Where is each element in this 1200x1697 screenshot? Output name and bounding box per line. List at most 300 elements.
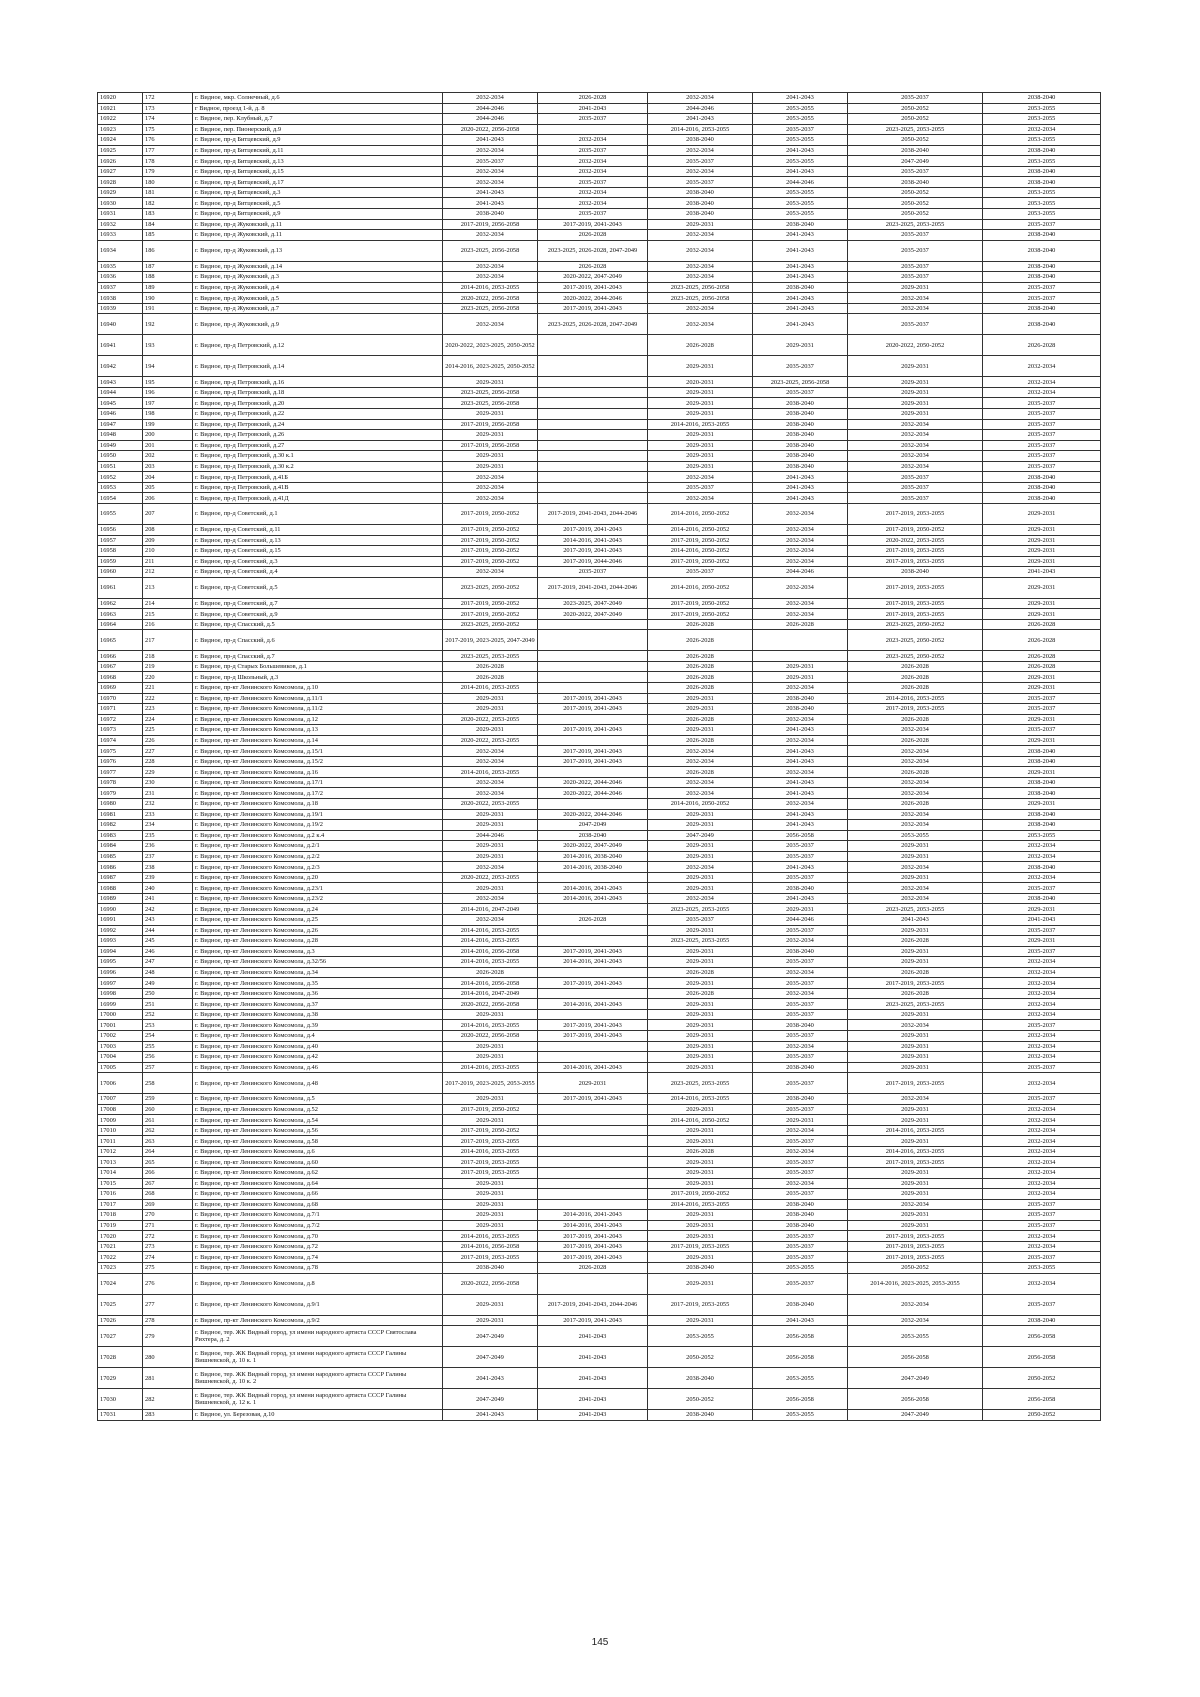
period-2-cell: 2014-2016, 2041-2043 [538,1210,648,1221]
period-6-cell: 2035-2037 [983,282,1101,293]
period-1-cell: 2032-2034 [443,893,538,904]
table-row [98,293,1101,304]
period-5-cell: 2035-2037 [848,166,983,177]
period-1-cell: 2014-2016, 2053-2055 [443,682,538,693]
period-5-cell: 2032-2034 [848,419,983,430]
address-cell: г. Видное, пр-д Жуковский, д.3 [193,272,443,283]
address-cell: г. Видное, пр-д Петровский, д.24 [193,419,443,430]
period-6-cell: 2032-2034 [983,377,1101,388]
period-5-cell: 2032-2034 [848,293,983,304]
table-row [98,630,1101,651]
period-2-cell: 2032-2034 [538,135,648,146]
address-cell: г. Видное, пр-д Петровский, д.41Д [193,493,443,504]
table-row [98,735,1101,746]
row-id-cell: 16923 [98,124,143,135]
row-number-cell: 228 [143,756,193,767]
row-id-cell: 16939 [98,303,143,314]
table-row [98,1157,1101,1168]
period-6-cell: 2032-2034 [983,1136,1101,1147]
address-cell: г. Видное, пр-кт Ленинского Комсомола, д.68 [193,1199,443,1210]
period-3-cell: 2038-2040 [648,1410,753,1421]
table-row [98,883,1101,894]
period-4-cell: 2041-2043 [753,482,848,493]
period-6-cell: 2035-2037 [983,883,1101,894]
address-cell: г. Видное, пр-д Жуковский, д.9 [193,314,443,335]
row-number-cell: 280 [143,1347,193,1368]
address-cell: г. Видное, пр-д Петровский, д.27 [193,440,443,451]
period-3-cell: 2014-2016, 2053-2055 [648,1199,753,1210]
period-2-cell [538,1146,648,1157]
period-5-cell: 2017-2019, 2053-2055 [848,598,983,609]
period-6-cell: 2053-2055 [983,103,1101,114]
period-5-cell: 2023-2025, 2053-2055 [848,124,983,135]
address-cell: г. Видное, пр-кт Ленинского Комсомола, д.12 [193,714,443,725]
period-3-cell: 2014-2016, 2050-2052 [648,546,753,557]
row-id-cell: 16969 [98,682,143,693]
period-4-cell: 2032-2034 [753,1041,848,1052]
period-6-cell: 2032-2034 [983,978,1101,989]
period-3-cell: 2026-2028 [648,735,753,746]
period-4-cell: 2041-2043 [753,93,848,104]
period-3-cell: 2029-2031 [648,851,753,862]
period-3-cell: 2023-2025, 2056-2058 [648,282,753,293]
table-row [98,314,1101,335]
period-4-cell: 2035-2037 [753,1073,848,1094]
row-id-cell: 16943 [98,377,143,388]
period-6-cell: 2035-2037 [983,1199,1101,1210]
row-id-cell: 16995 [98,957,143,968]
period-5-cell: 2038-2040 [848,145,983,156]
table-row [98,577,1101,598]
period-5-cell: 2026-2028 [848,798,983,809]
address-cell: г. Видное, пр-кт Ленинского Комсомола, д.46 [193,1062,443,1073]
period-5-cell: 2032-2034 [848,777,983,788]
period-3-cell: 2029-2031 [648,356,753,377]
table-row [98,1220,1101,1231]
period-6-cell: 2032-2034 [983,1178,1101,1189]
row-number-cell: 203 [143,461,193,472]
period-2-cell [538,1052,648,1063]
period-4-cell: 2032-2034 [753,503,848,524]
period-4-cell: 2053-2055 [753,156,848,167]
table-row [98,1315,1101,1326]
row-id-cell: 16930 [98,198,143,209]
period-3-cell: 2017-2019, 2053-2055 [648,1294,753,1315]
address-cell: г. Видное, пр-кт Ленинского Комсомола, д.19/1 [193,809,443,820]
row-number-cell: 260 [143,1104,193,1115]
period-6-cell: 2056-2058 [983,1347,1101,1368]
address-cell: г. Видное, пр-д Советский, д.3 [193,556,443,567]
table-row [98,693,1101,704]
table-row [98,124,1101,135]
period-6-cell: 2029-2031 [983,535,1101,546]
row-id-cell: 16970 [98,693,143,704]
period-6-cell: 2032-2034 [983,124,1101,135]
period-6-cell: 2038-2040 [983,777,1101,788]
period-4-cell: 2053-2055 [753,209,848,220]
row-id-cell: 16973 [98,725,143,736]
period-5-cell: 2020-2022, 2050-2052 [848,335,983,356]
period-3-cell: 2032-2034 [648,166,753,177]
period-1-cell: 2041-2043 [443,198,538,209]
period-3-cell: 2020-2031 [648,377,753,388]
period-5-cell: 2035-2037 [848,493,983,504]
period-1-cell: 2029-2031 [443,1189,538,1200]
period-1-cell: 2029-2031 [443,1178,538,1189]
period-3-cell: 2029-2031 [648,1178,753,1189]
period-3-cell: 2050-2052 [648,1389,753,1410]
row-id-cell: 16960 [98,567,143,578]
address-cell: г. Видное, пр-кт Ленинского Комсомола, д.48 [193,1073,443,1094]
address-cell: г. Видное, пр-д Спасский, д.6 [193,630,443,651]
period-3-cell: 2038-2040 [648,1368,753,1389]
row-id-cell: 17023 [98,1262,143,1273]
period-3-cell: 2029-2031 [648,999,753,1010]
period-3-cell: 2026-2028 [648,1146,753,1157]
table-row [98,409,1101,420]
period-2-cell [538,967,648,978]
period-4-cell: 2032-2034 [753,735,848,746]
row-number-cell: 245 [143,936,193,947]
period-5-cell: 2050-2052 [848,135,983,146]
period-1-cell: 2023-2025, 2050-2052 [443,619,538,630]
period-5-cell: 2053-2055 [848,1326,983,1347]
row-id-cell: 16998 [98,988,143,999]
period-2-cell: 2023-2025, 2026-2028, 2047-2049 [538,240,648,261]
row-number-cell: 224 [143,714,193,725]
period-6-cell: 2029-2031 [983,609,1101,620]
table-row [98,567,1101,578]
period-2-cell: 2017-2019, 2041-2043 [538,546,648,557]
period-5-cell: 2050-2052 [848,209,983,220]
row-id-cell: 17010 [98,1125,143,1136]
period-5-cell: 2056-2058 [848,1347,983,1368]
period-4-cell: 2041-2043 [753,893,848,904]
period-2-cell [538,377,648,388]
period-6-cell: 2035-2037 [983,293,1101,304]
period-2-cell: 2041-2043 [538,1326,648,1347]
period-3-cell: 2038-2040 [648,1262,753,1273]
period-4-cell: 2038-2040 [753,1062,848,1073]
table-row [98,261,1101,272]
period-6-cell: 2032-2034 [983,988,1101,999]
row-number-cell: 211 [143,556,193,567]
row-number-cell: 225 [143,725,193,736]
period-5-cell: 2029-2031 [848,398,983,409]
period-3-cell: 2038-2040 [648,135,753,146]
period-3-cell: 2029-2031 [648,693,753,704]
period-5-cell: 2017-2019, 2053-2055 [848,577,983,598]
row-number-cell: 192 [143,314,193,335]
period-6-cell: 2038-2040 [983,166,1101,177]
period-3-cell: 2029-2031 [648,387,753,398]
period-6-cell: 2053-2055 [983,1262,1101,1273]
row-number-cell: 217 [143,630,193,651]
period-5-cell: 2014-2016, 2053-2055 [848,1146,983,1157]
table-row [98,503,1101,524]
period-1-cell: 2032-2034 [443,756,538,767]
period-1-cell: 2038-2040 [443,1262,538,1273]
period-2-cell [538,356,648,377]
address-cell: г. Видное, пр-кт Ленинского Комсомола, д.32/56 [193,957,443,968]
period-2-cell [538,493,648,504]
address-cell: г. Видное, пр-кт Ленинского Комсомола, д.58 [193,1136,443,1147]
period-5-cell: 2026-2028 [848,661,983,672]
period-3-cell: 2032-2034 [648,93,753,104]
row-id-cell: 16933 [98,230,143,241]
period-2-cell [538,988,648,999]
table-row [98,335,1101,356]
period-5-cell: 2050-2052 [848,198,983,209]
period-5-cell: 2029-2031 [848,1052,983,1063]
row-id-cell: 16987 [98,872,143,883]
period-1-cell: 2023-2025, 2056-2058 [443,240,538,261]
period-5-cell: 2029-2031 [848,409,983,420]
period-1-cell: 2026-2028 [443,661,538,672]
period-2-cell: 2017-2019, 2041-2043, 2044-2046 [538,503,648,524]
period-4-cell: 2029-2031 [753,1115,848,1126]
row-number-cell: 266 [143,1168,193,1179]
period-3-cell: 2026-2028 [648,619,753,630]
schedule-table [97,92,1101,1421]
period-4-cell: 2035-2037 [753,872,848,883]
period-5-cell: 2029-2031 [848,925,983,936]
period-5-cell: 2032-2034 [848,1315,983,1326]
period-4-cell: 2041-2043 [753,788,848,799]
period-2-cell: 2014-2016, 2041-2043 [538,893,648,904]
row-number-cell: 241 [143,893,193,904]
period-6-cell: 2032-2034 [983,1273,1101,1294]
period-6-cell: 2035-2037 [983,461,1101,472]
period-6-cell: 2035-2037 [983,219,1101,230]
address-cell: г. Видное, пр-д Советский, д.9 [193,609,443,620]
table-row [98,1294,1101,1315]
address-cell: г. Видное, пр-кт Ленинского Комсомола, д.40 [193,1041,443,1052]
period-5-cell: 2023-2025, 2050-2052 [848,619,983,630]
period-4-cell: 2038-2040 [753,398,848,409]
period-4-cell [753,630,848,651]
period-3-cell: 2044-2046 [648,103,753,114]
row-id-cell: 16983 [98,830,143,841]
row-number-cell: 253 [143,1020,193,1031]
period-2-cell: 2017-2019, 2041-2043 [538,978,648,989]
period-2-cell: 2020-2022, 2044-2046 [538,777,648,788]
period-2-cell: 2026-2028 [538,915,648,926]
schedule-table-sheet [97,92,1100,1670]
address-cell: г. Видное, пр-д Советский, д.4 [193,567,443,578]
address-cell: г. Видное, пр-д Жуковский, д.14 [193,261,443,272]
period-1-cell: 2032-2034 [443,472,538,483]
row-number-cell: 179 [143,166,193,177]
period-3-cell: 2026-2028 [648,714,753,725]
period-1-cell: 2014-2016, 2056-2058 [443,946,538,957]
period-6-cell: 2032-2034 [983,1241,1101,1252]
table-row [98,1210,1101,1221]
period-4-cell: 2035-2037 [753,1031,848,1042]
row-number-cell: 186 [143,240,193,261]
period-5-cell: 2041-2043 [848,915,983,926]
period-2-cell [538,714,648,725]
address-cell: г. Видное, пр-кт Ленинского Комсомола, д.18 [193,798,443,809]
page-number: 145 [591,1637,609,1648]
period-3-cell: 2014-2016, 2053-2055 [648,124,753,135]
period-2-cell: 2014-2016, 2041-2043 [538,535,648,546]
row-number-cell: 265 [143,1157,193,1168]
period-6-cell: 2029-2031 [983,598,1101,609]
row-number-cell: 174 [143,114,193,125]
period-6-cell: 2026-2028 [983,630,1101,651]
row-number-cell: 178 [143,156,193,167]
address-cell: г. Видное, пр-кт Ленинского Комсомола, д.23/1 [193,883,443,894]
row-number-cell: 201 [143,440,193,451]
period-1-cell: 2041-2043 [443,135,538,146]
period-6-cell: 2032-2034 [983,872,1101,883]
period-1-cell: 2029-2031 [443,809,538,820]
row-number-cell: 244 [143,925,193,936]
table-row [98,915,1101,926]
period-6-cell: 2029-2031 [983,735,1101,746]
period-3-cell: 2026-2028 [648,682,753,693]
period-3-cell: 2029-2031 [648,883,753,894]
period-6-cell: 2032-2034 [983,356,1101,377]
period-5-cell: 2038-2040 [848,567,983,578]
table-row [98,682,1101,693]
period-4-cell: 2035-2037 [753,1052,848,1063]
row-id-cell: 17002 [98,1031,143,1042]
row-number-cell: 278 [143,1315,193,1326]
table-row [98,767,1101,778]
address-cell: г. Видное, пер. Клубный, д.7 [193,114,443,125]
period-5-cell: 2047-2049 [848,1368,983,1389]
period-6-cell: 2032-2034 [983,1231,1101,1242]
period-5-cell: 2029-2031 [848,377,983,388]
period-1-cell: 2020-2022, 2053-2055 [443,872,538,883]
table-row [98,978,1101,989]
table-row [98,1189,1101,1200]
period-4-cell: 2032-2034 [753,1125,848,1136]
table-row [98,788,1101,799]
row-id-cell: 16950 [98,451,143,462]
table-row [98,1073,1101,1094]
table-row [98,187,1101,198]
period-5-cell: 2029-2031 [848,356,983,377]
table-row [98,398,1101,409]
row-id-cell: 16952 [98,472,143,483]
period-3-cell: 2026-2028 [648,661,753,672]
period-6-cell: 2032-2034 [983,1115,1101,1126]
row-id-cell: 17019 [98,1220,143,1231]
period-6-cell: 2029-2031 [983,714,1101,725]
address-cell: г. Видное, пр-кт Ленинского Комсомола, д.70 [193,1231,443,1242]
period-5-cell: 2029-2031 [848,841,983,852]
table-row [98,546,1101,557]
period-5-cell: 2029-2031 [848,872,983,883]
row-number-cell: 207 [143,503,193,524]
period-5-cell: 2035-2037 [848,240,983,261]
period-6-cell: 2050-2052 [983,1410,1101,1421]
period-6-cell: 2032-2034 [983,851,1101,862]
row-id-cell: 16965 [98,630,143,651]
period-4-cell: 2041-2043 [753,862,848,873]
period-3-cell: 2050-2052 [648,1347,753,1368]
period-5-cell: 2035-2037 [848,93,983,104]
row-number-cell: 239 [143,872,193,883]
period-2-cell: 2014-2016, 2041-2043 [538,1062,648,1073]
period-6-cell: 2050-2052 [983,1368,1101,1389]
address-cell: г. Видное, пр-д Петровский, д.30 к.1 [193,451,443,462]
row-id-cell: 17029 [98,1368,143,1389]
period-5-cell: 2032-2034 [848,756,983,767]
period-3-cell: 2029-2031 [648,409,753,420]
address-cell: г Видное, проезд 1-й, д. 8 [193,103,443,114]
period-4-cell: 2032-2034 [753,767,848,778]
row-number-cell: 200 [143,430,193,441]
period-5-cell: 2035-2037 [848,261,983,272]
table-row [98,704,1101,715]
address-cell: г. Видное, пр-кт Ленинского Комсомола, д.8 [193,1273,443,1294]
period-1-cell: 2017-2019, 2023-2025, 2047-2049 [443,630,538,651]
period-3-cell: 2029-2031 [648,1062,753,1073]
table-row [98,820,1101,831]
period-6-cell: 2035-2037 [983,693,1101,704]
period-1-cell: 2017-2019, 2053-2055 [443,1157,538,1168]
period-6-cell: 2026-2028 [983,661,1101,672]
period-1-cell: 2032-2034 [443,482,538,493]
period-4-cell: 2035-2037 [753,1252,848,1263]
row-id-cell: 17028 [98,1347,143,1368]
period-3-cell: 2035-2037 [648,915,753,926]
period-5-cell: 2032-2034 [848,303,983,314]
period-2-cell [538,1009,648,1020]
period-2-cell: 2017-2019, 2041-2043 [538,704,648,715]
address-cell: г. Видное, пр-кт Ленинского Комсомола, д.2/1 [193,841,443,852]
period-2-cell: 2041-2043 [538,1368,648,1389]
period-3-cell: 2035-2037 [648,177,753,188]
period-3-cell: 2032-2034 [648,145,753,156]
period-3-cell: 2032-2034 [648,862,753,873]
period-6-cell: 2029-2031 [983,798,1101,809]
period-1-cell: 2014-2016, 2047-2049 [443,904,538,915]
period-4-cell: 2026-2028 [753,619,848,630]
period-4-cell: 2035-2037 [753,841,848,852]
period-6-cell: 2035-2037 [983,451,1101,462]
period-3-cell: 2035-2037 [648,567,753,578]
address-cell: г. Видное, пр-кт Ленинского Комсомола, д.78 [193,1262,443,1273]
row-id-cell: 16937 [98,282,143,293]
table-row [98,1252,1101,1263]
period-3-cell: 2029-2031 [648,1210,753,1221]
row-id-cell: 17000 [98,1009,143,1020]
row-number-cell: 204 [143,472,193,483]
row-number-cell: 257 [143,1062,193,1073]
row-number-cell: 206 [143,493,193,504]
table-row [98,999,1101,1010]
row-id-cell: 17007 [98,1094,143,1105]
period-4-cell: 2032-2034 [753,682,848,693]
period-2-cell: 2014-2016, 2038-2040 [538,851,648,862]
schedule-table-body [98,93,1101,1421]
row-number-cell: 218 [143,651,193,662]
period-1-cell: 2017-2019, 2056-2058 [443,419,538,430]
row-number-cell: 193 [143,335,193,356]
period-5-cell: 2032-2034 [848,1294,983,1315]
table-row [98,1168,1101,1179]
table-row [98,1136,1101,1147]
row-number-cell: 230 [143,777,193,788]
address-cell: г. Видное, пр-д Жуковский, д.7 [193,303,443,314]
table-row [98,830,1101,841]
row-number-cell: 191 [143,303,193,314]
